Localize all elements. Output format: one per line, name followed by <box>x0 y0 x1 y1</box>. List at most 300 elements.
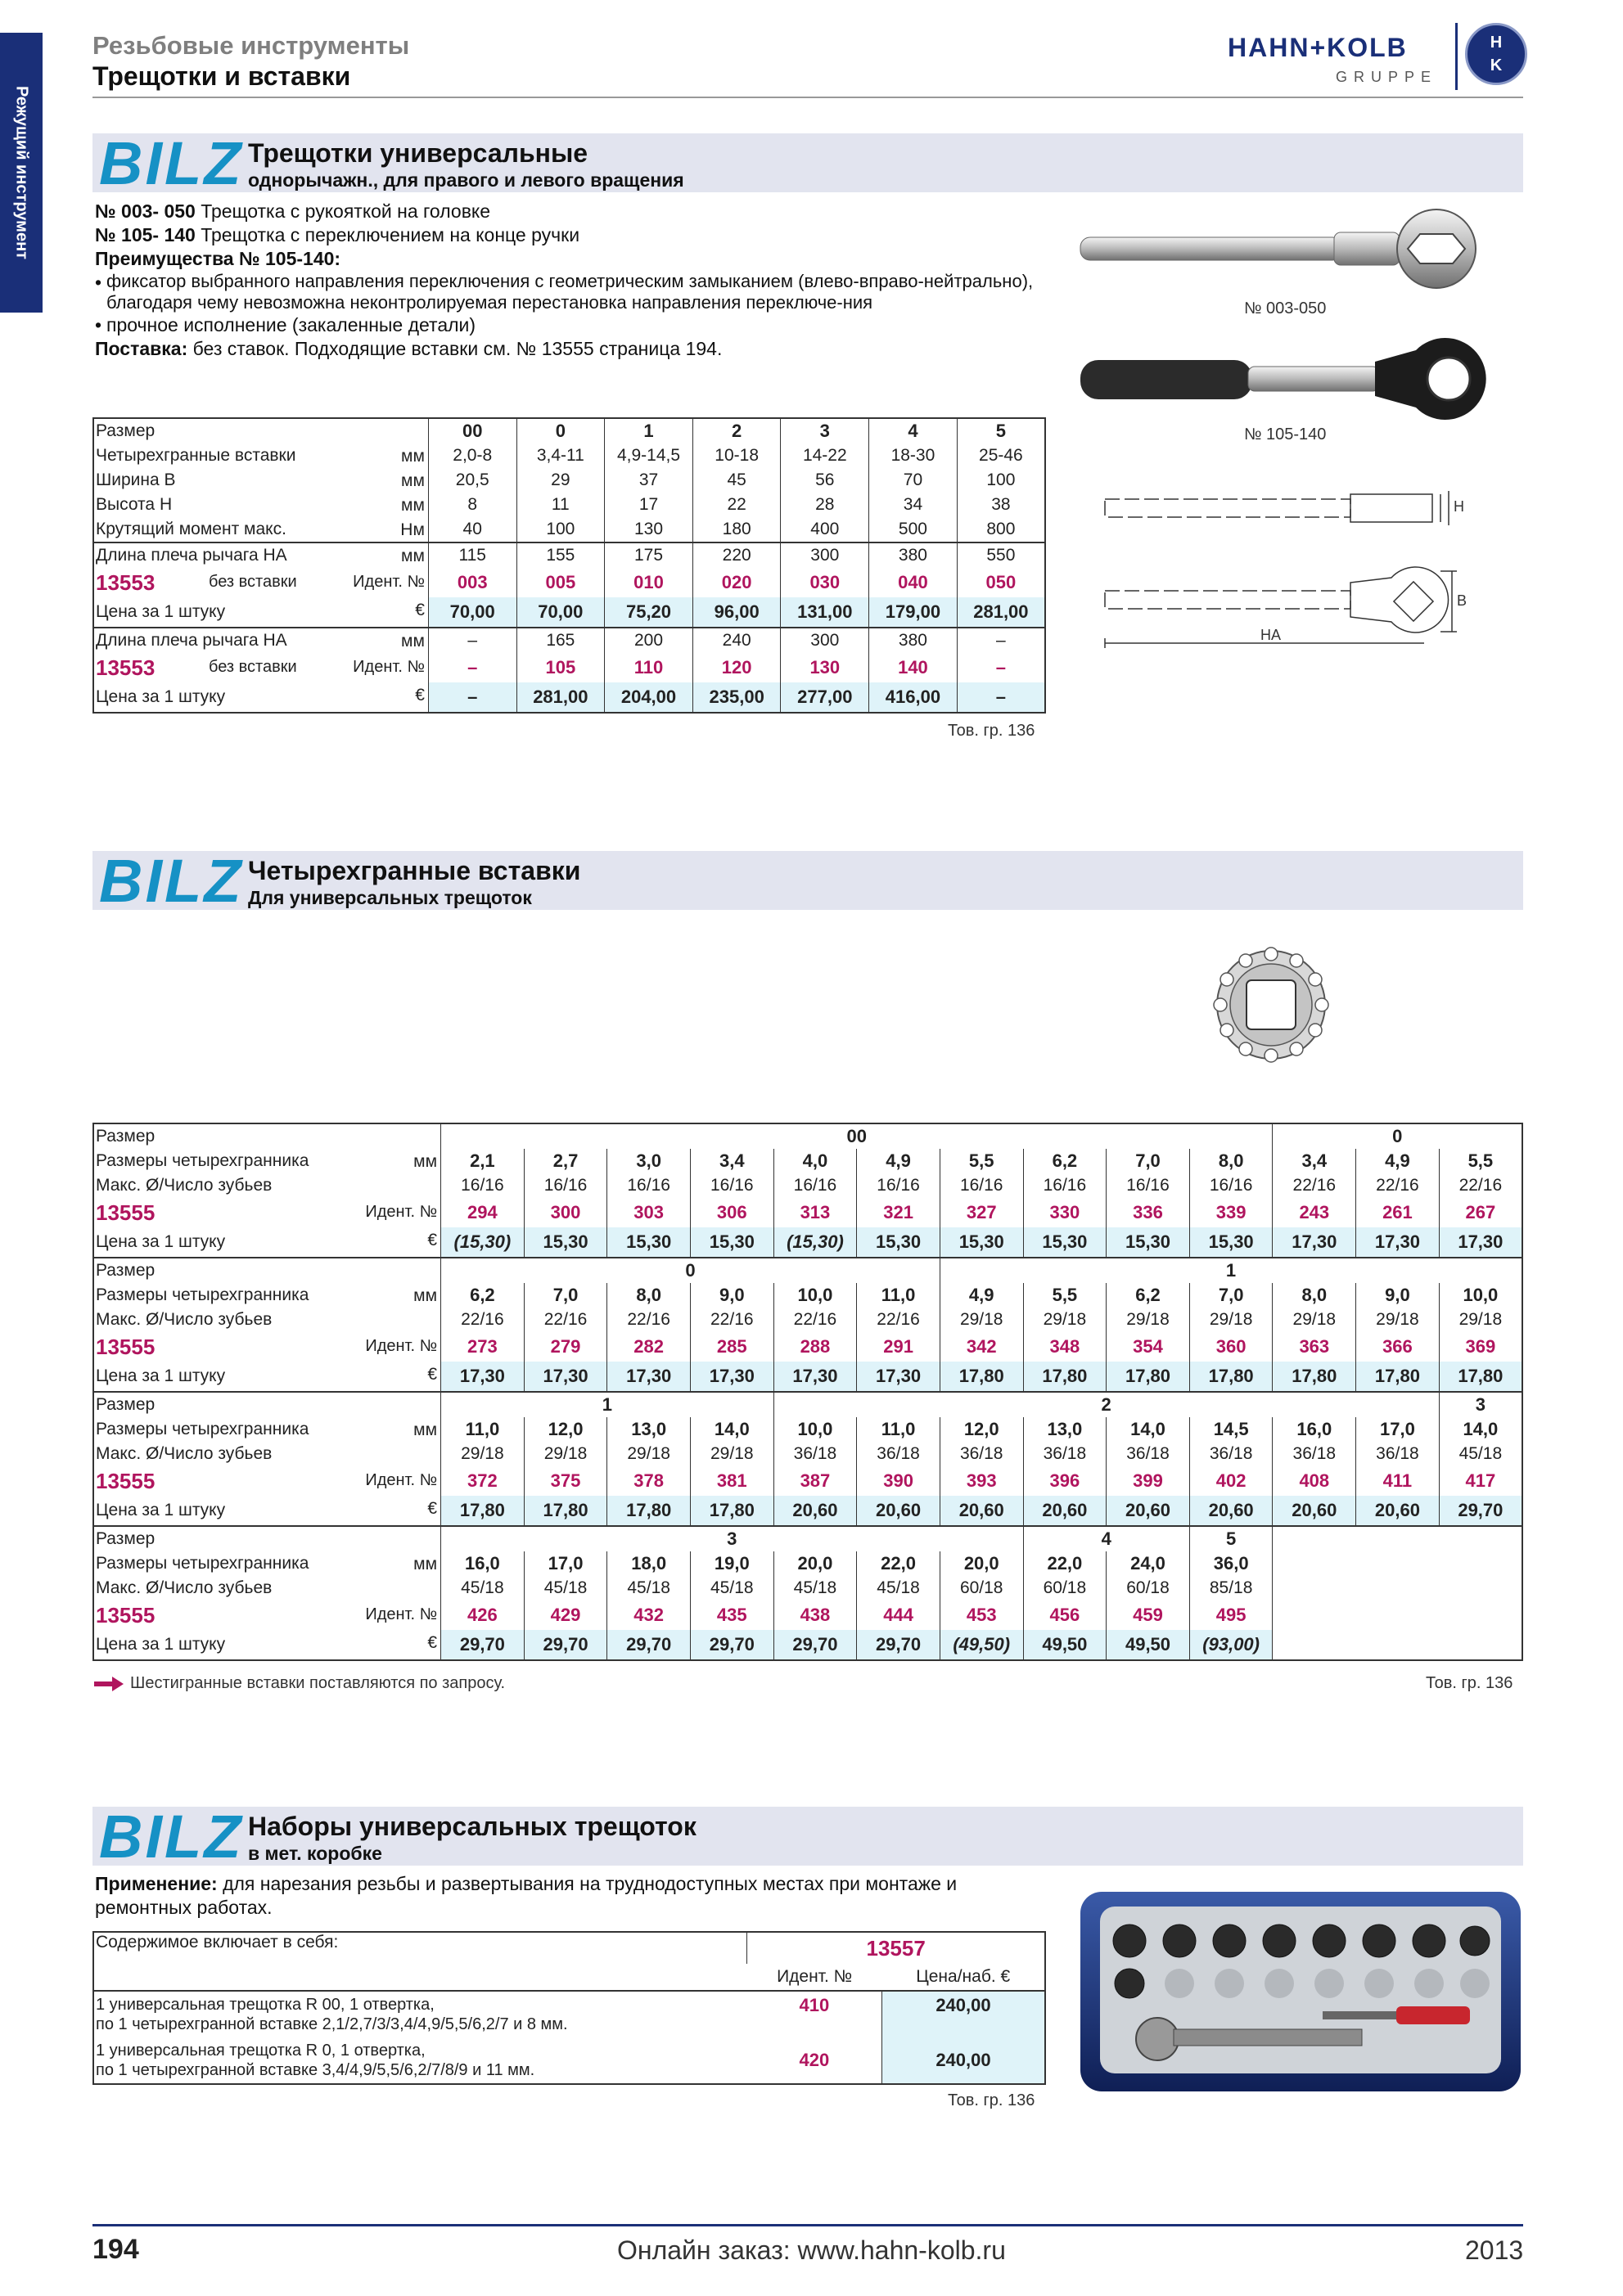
price-value: 15,30 <box>940 1227 1023 1258</box>
size-label <box>93 1526 441 1551</box>
lever-value: – <box>957 628 1045 653</box>
spec-label-text: Высота H <box>96 495 173 514</box>
price-value: 281,00 <box>957 597 1045 628</box>
price-value: 277,00 <box>781 682 869 713</box>
page-number: 194 <box>92 2234 139 2265</box>
lever-value: 220 <box>692 542 781 568</box>
square-size-value: 4,9 <box>1356 1149 1440 1173</box>
id-value: 402 <box>1189 1466 1273 1496</box>
teeth-label <box>93 1308 441 1332</box>
variant-label: без вставки <box>209 658 297 676</box>
price-label <box>93 1496 441 1526</box>
unit-label: Нм <box>400 520 425 539</box>
spec-row <box>93 517 1045 542</box>
price-label-text: Цена за 1 штуку <box>96 687 226 706</box>
square-size-value: 19,0 <box>690 1551 773 1576</box>
price-value: 17,80 <box>1023 1362 1107 1392</box>
id-value: 020 <box>692 568 781 597</box>
price-row <box>93 597 1045 628</box>
size-group: 4 <box>1023 1526 1189 1551</box>
id-value: 348 <box>1023 1332 1107 1362</box>
spec-value: 20,5 <box>428 468 516 493</box>
price-value: 29,70 <box>857 1630 940 1660</box>
section1-title: Трещотки универсальные <box>248 138 588 168</box>
artno-cell <box>93 1466 441 1496</box>
teeth-value: 22/16 <box>690 1308 773 1332</box>
size-group: 3 <box>1439 1392 1522 1417</box>
unit-label: мм <box>413 1555 438 1573</box>
teeth-value: 16/16 <box>441 1173 525 1198</box>
spec-value: 100 <box>957 468 1045 493</box>
bilz-logo: BILZ <box>99 129 244 197</box>
size-group: 2 <box>773 1392 1439 1417</box>
price-label-text: Цена за 1 штуку <box>96 1501 226 1519</box>
square-size-value: 11,0 <box>857 1283 940 1308</box>
id-value: 267 <box>1439 1198 1522 1227</box>
teeth-value: 36/18 <box>1189 1442 1273 1466</box>
teeth-value: 16/16 <box>1107 1173 1190 1198</box>
square-size-value: 22,0 <box>1023 1551 1107 1576</box>
price-value: 17,80 <box>690 1496 773 1526</box>
header-category: Резьбовые инструменты <box>92 31 410 60</box>
usage-body: для нарезания резьбы и развертывания на труднодоступных местах при монтаже и ремонтных работах. <box>95 1873 958 1918</box>
square-size-value: 3,0 <box>607 1149 691 1173</box>
teeth-value: 45/18 <box>857 1576 940 1600</box>
size-value: 00 <box>428 418 516 443</box>
price-value: 29,70 <box>690 1630 773 1660</box>
bullet-1: • фиксатор выбранного направления переключения с геометрическим замыканием (влево-вправо-нейтрально), благодаря чему невозможна неконтролируемая перестановка направления переключе-ния <box>95 271 1044 313</box>
spec-label-text: Четырехгранные вставки <box>96 446 296 465</box>
square-size-value: 14,5 <box>1189 1417 1273 1442</box>
square-size-value: 36,0 <box>1189 1551 1273 1576</box>
square-size-value: 7,0 <box>524 1283 607 1308</box>
teeth-value: 45/18 <box>1439 1442 1522 1466</box>
set-row-desc <box>93 1991 747 2037</box>
square-size-value: 11,0 <box>441 1417 525 1442</box>
id-value: 396 <box>1023 1466 1107 1496</box>
spec-value: 34 <box>869 493 958 517</box>
square-size-label-text: Размеры четырехгранника <box>96 1420 309 1438</box>
side-tab-label: Режущий инструмент <box>12 86 31 259</box>
lever-value: – <box>428 628 516 653</box>
teeth-row <box>93 1442 1522 1466</box>
teeth-row <box>93 1173 1522 1198</box>
size-label-text: Размер <box>96 1261 156 1280</box>
teeth-value: 36/18 <box>1356 1442 1440 1466</box>
size-label-text: Размер <box>96 421 156 440</box>
line-105-140 <box>95 223 1044 247</box>
teeth-value: 85/18 <box>1189 1576 1273 1600</box>
size-row <box>93 1526 1522 1551</box>
set-row-desc <box>93 2037 747 2084</box>
square-size-value: 10,0 <box>773 1417 857 1442</box>
price-value: 29,70 <box>1439 1496 1522 1526</box>
square-size-value: 7,0 <box>1107 1149 1190 1173</box>
spec-value: 37 <box>605 468 693 493</box>
price-value: 17,30 <box>524 1362 607 1392</box>
square-size-value: 5,5 <box>1023 1283 1107 1308</box>
teeth-value: 60/18 <box>940 1576 1023 1600</box>
square-size-value: 16,0 <box>1273 1417 1356 1442</box>
lever-label-text: Длина плеча рычага HA <box>96 631 287 650</box>
id-value: 291 <box>857 1332 940 1362</box>
id-row <box>93 1332 1522 1362</box>
teeth-value: 36/18 <box>940 1442 1023 1466</box>
teeth-value: 29/18 <box>1023 1308 1107 1332</box>
id-value: 435 <box>690 1600 773 1630</box>
price-value: 179,00 <box>869 597 958 628</box>
unit-label: мм <box>401 632 425 651</box>
price-value: 17,80 <box>524 1496 607 1526</box>
teeth-value: 22/16 <box>607 1308 691 1332</box>
square-size-value: 18,0 <box>607 1551 691 1576</box>
square-size-label <box>93 1283 441 1308</box>
price-value: 17,30 <box>690 1362 773 1392</box>
article-number: 13553 <box>96 655 156 680</box>
spec-label-text: Крутящий момент макс. <box>96 520 286 538</box>
id-value: 050 <box>957 568 1045 597</box>
id-value: 243 <box>1273 1198 1356 1227</box>
price-row <box>93 1496 1522 1526</box>
spec-value: 8 <box>428 493 516 517</box>
lever-value: 380 <box>869 628 958 653</box>
id-value: 003 <box>428 568 516 597</box>
spec-value: 14-22 <box>781 443 869 468</box>
unit-label: € <box>427 1365 438 1384</box>
line1-text: Трещотка с рукояткой на головке <box>201 200 491 222</box>
teeth-value: 29/18 <box>607 1442 691 1466</box>
spec-value: 100 <box>516 517 605 542</box>
line-003-050 <box>95 200 1044 223</box>
id-value: 393 <box>940 1466 1023 1496</box>
contents-label: Содержимое включает в себя: <box>96 1933 339 1952</box>
article-number: 13555 <box>96 1602 156 1627</box>
teeth-value: 22/16 <box>1273 1173 1356 1198</box>
size-group: 00 <box>441 1123 1273 1149</box>
square-size-value: 20,0 <box>940 1551 1023 1576</box>
id-value: 360 <box>1189 1332 1273 1362</box>
unit-label: € <box>415 601 425 619</box>
square-size-row <box>93 1283 1522 1308</box>
dim-b-label: B <box>1457 592 1467 609</box>
price-value: 15,30 <box>857 1227 940 1258</box>
set-id-header: Идент. № <box>777 1967 853 1987</box>
insert-note <box>92 1674 505 1693</box>
teeth-value: 16/16 <box>940 1173 1023 1198</box>
id-label: Идент. № <box>365 1605 438 1623</box>
price-label <box>93 1362 441 1392</box>
footer-rule <box>92 2224 1523 2226</box>
artno-cell <box>93 568 428 597</box>
square-size-value: 2,7 <box>524 1149 607 1173</box>
spec-value: 500 <box>869 517 958 542</box>
bilz-logo: BILZ <box>99 1803 244 1871</box>
spec-row <box>93 493 1045 517</box>
price-value: (15,30) <box>773 1227 857 1258</box>
price-row <box>93 1362 1522 1392</box>
teeth-value: 22/16 <box>773 1308 857 1332</box>
spec-label <box>93 517 428 542</box>
unit-label: мм <box>413 1420 438 1439</box>
section2-title: Четырехгранные вставки <box>248 856 581 885</box>
square-size-value: 22,0 <box>857 1551 940 1576</box>
teeth-value: 22/16 <box>524 1308 607 1332</box>
lever-value: 155 <box>516 542 605 568</box>
article-number: 13553 <box>96 569 156 595</box>
set-id: 410 <box>747 1991 882 2037</box>
size-row <box>93 1258 1522 1283</box>
square-size-value: 11,0 <box>857 1417 940 1442</box>
size-row <box>93 418 1045 443</box>
side-tab <box>0 33 43 313</box>
section3-group: Тов. гр. 136 <box>948 2091 1035 2109</box>
square-size-value: 12,0 <box>524 1417 607 1442</box>
teeth-label-text: Макс. Ø/Число зубьев <box>96 1176 273 1195</box>
square-size-label-text: Размеры четырехгранника <box>96 1285 309 1304</box>
id-value: 330 <box>1023 1198 1107 1227</box>
price-value: 20,60 <box>1356 1496 1440 1526</box>
price-value: – <box>428 682 516 713</box>
spec-value: 3,4-11 <box>516 443 605 468</box>
header-rule <box>92 97 1523 98</box>
square-size-value: 14,0 <box>690 1417 773 1442</box>
square-insert-image <box>1210 939 1332 1070</box>
variant-label: без вставки <box>209 573 297 591</box>
price-value: 15,30 <box>1023 1227 1107 1258</box>
spec-value: 18-30 <box>869 443 958 468</box>
id-value: 110 <box>605 653 693 682</box>
price-row <box>93 1227 1522 1258</box>
teeth-value: 22/16 <box>857 1308 940 1332</box>
spec-value: 17 <box>605 493 693 517</box>
lever-value: 200 <box>605 628 693 653</box>
lever-label <box>93 628 428 653</box>
spec-label <box>93 468 428 493</box>
unit-label: € <box>427 1231 438 1249</box>
teeth-value: 36/18 <box>857 1442 940 1466</box>
id-label: Идент. № <box>353 573 425 591</box>
square-size-value: 17,0 <box>1356 1417 1440 1442</box>
page-title: Трещотки и вставки <box>92 61 351 91</box>
logo-mark <box>1465 23 1527 85</box>
spec-label <box>93 443 428 468</box>
id-row <box>93 1198 1522 1227</box>
id-value: 140 <box>869 653 958 682</box>
id-value: 342 <box>940 1332 1023 1362</box>
teeth-value: 16/16 <box>524 1173 607 1198</box>
square-size-value: 10,0 <box>1439 1283 1522 1308</box>
id-value: 105 <box>516 653 605 682</box>
usage-label: Применение: <box>95 1873 218 1894</box>
set-row <box>93 2037 1045 2084</box>
lever-value: 165 <box>516 628 605 653</box>
set-price: 240,00 <box>881 1991 1045 2037</box>
unit-label: € <box>427 1633 438 1652</box>
spec-value: 28 <box>781 493 869 517</box>
price-value: 17,30 <box>857 1362 940 1392</box>
size-label <box>93 1123 441 1149</box>
square-size-value: 4,9 <box>940 1283 1023 1308</box>
spec-value: 800 <box>957 517 1045 542</box>
id-value: 495 <box>1189 1600 1273 1630</box>
square-size-value: 14,0 <box>1439 1417 1522 1442</box>
ratchet-table <box>92 417 1046 714</box>
square-size-value: 7,0 <box>1189 1283 1273 1308</box>
price-value: 17,80 <box>1273 1362 1356 1392</box>
id-value: 408 <box>1273 1466 1356 1496</box>
id-value: – <box>957 653 1045 682</box>
spec-value: 2,0-8 <box>428 443 516 468</box>
id-value: 313 <box>773 1198 857 1227</box>
size-label <box>93 418 428 443</box>
price-value: 20,60 <box>1023 1496 1107 1526</box>
price-value: 15,30 <box>1107 1227 1190 1258</box>
id-row <box>93 1466 1522 1496</box>
price-value: 15,30 <box>690 1227 773 1258</box>
price-value: 281,00 <box>516 682 605 713</box>
supply-line <box>95 337 1044 361</box>
square-size-value: 4,9 <box>857 1149 940 1173</box>
price-value: 17,80 <box>1107 1362 1190 1392</box>
price-value: 15,30 <box>524 1227 607 1258</box>
id-value: 273 <box>441 1332 525 1362</box>
spec-value: 40 <box>428 517 516 542</box>
spec-label-text: Ширина B <box>96 470 176 489</box>
teeth-label <box>93 1576 441 1600</box>
id-value: 378 <box>607 1466 691 1496</box>
logo-text: HAHN+KOLB <box>1228 33 1408 62</box>
id-value: 288 <box>773 1332 857 1362</box>
square-size-value: 13,0 <box>1023 1417 1107 1442</box>
price-value: 17,30 <box>1356 1227 1440 1258</box>
id-value: 339 <box>1189 1198 1273 1227</box>
teeth-value: 22/16 <box>1356 1173 1440 1198</box>
size-row <box>93 1392 1522 1417</box>
set-row-line2: по 1 четырехгранной вставке 3,4/4,9/5,5/6,2/7/8/9 и 11 мм. <box>96 2061 535 2079</box>
id-value: 375 <box>524 1466 607 1496</box>
id-label: Идент. № <box>353 658 425 676</box>
line2-number: № 105- 140 <box>95 224 196 245</box>
unit-label: € <box>415 686 425 705</box>
artno-cell <box>93 653 428 682</box>
lever-row <box>93 628 1045 653</box>
square-size-value: 5,5 <box>940 1149 1023 1173</box>
price-value: 131,00 <box>781 597 869 628</box>
square-size-value: 10,0 <box>773 1283 857 1308</box>
square-size-value: 5,5 <box>1439 1149 1522 1173</box>
lever-row <box>93 542 1045 568</box>
teeth-row <box>93 1308 1522 1332</box>
teeth-value: 45/18 <box>690 1576 773 1600</box>
logo-divider <box>1455 23 1458 90</box>
square-size-value: 17,0 <box>524 1551 607 1576</box>
spec-value: 10-18 <box>692 443 781 468</box>
square-size-value: 9,0 <box>1356 1283 1440 1308</box>
teeth-value: 45/18 <box>441 1576 525 1600</box>
lever-value: 300 <box>781 542 869 568</box>
teeth-value: 29/18 <box>524 1442 607 1466</box>
logo-mark-top: H <box>1490 34 1503 52</box>
price-value: 17,80 <box>1356 1362 1440 1392</box>
id-value: 030 <box>781 568 869 597</box>
spec-value: 180 <box>692 517 781 542</box>
spec-value: 130 <box>605 517 693 542</box>
price-label-text: Цена за 1 штуку <box>96 1232 226 1251</box>
price-value: 20,60 <box>1107 1496 1190 1526</box>
teeth-value: 16/16 <box>607 1173 691 1198</box>
unit-label: € <box>427 1499 438 1518</box>
lever-value: 115 <box>428 542 516 568</box>
dim-ha-label: HA <box>1260 627 1282 643</box>
id-value: 411 <box>1356 1466 1440 1496</box>
square-size-value: 13,0 <box>607 1417 691 1442</box>
insert-note-text: Шестигранные вставки поставляются по запросу. <box>130 1674 506 1692</box>
price-value: 96,00 <box>692 597 781 628</box>
price-value: 235,00 <box>692 682 781 713</box>
id-value: 381 <box>690 1466 773 1496</box>
id-label: Идент. № <box>365 1471 438 1489</box>
id-value: 438 <box>773 1600 857 1630</box>
spec-row <box>93 443 1045 468</box>
dim-h-label: H <box>1454 498 1464 515</box>
price-value: 15,30 <box>1189 1227 1273 1258</box>
id-value: 010 <box>605 568 693 597</box>
id-value: 417 <box>1439 1466 1522 1496</box>
id-value: 444 <box>857 1600 940 1630</box>
section2-header <box>92 847 1523 915</box>
price-value: 20,60 <box>940 1496 1023 1526</box>
lever-value: 240 <box>692 628 781 653</box>
teeth-value: 22/16 <box>441 1308 525 1332</box>
price-value: 20,60 <box>857 1496 940 1526</box>
price-value: 17,80 <box>607 1496 691 1526</box>
square-size-value: 3,4 <box>690 1149 773 1173</box>
lever-label <box>93 542 428 568</box>
supply-label: Поставка: <box>95 338 188 359</box>
teeth-value: 22/16 <box>1439 1173 1522 1198</box>
teeth-label-text: Макс. Ø/Число зубьев <box>96 1578 273 1597</box>
square-size-value: 12,0 <box>940 1417 1023 1442</box>
id-value: 279 <box>524 1332 607 1362</box>
square-size-value: 8,0 <box>1273 1283 1356 1308</box>
square-size-label <box>93 1149 441 1173</box>
id-value: 282 <box>607 1332 691 1362</box>
set-row-line1: 1 универсальная трещотка R 0, 1 отвертка, <box>96 2042 426 2060</box>
id-value: 387 <box>773 1466 857 1496</box>
teeth-value: 16/16 <box>1189 1173 1273 1198</box>
id-value: 130 <box>781 653 869 682</box>
spec-value: 56 <box>781 468 869 493</box>
size-label-text: Размер <box>96 1395 156 1414</box>
id-label: Идент. № <box>365 1203 438 1221</box>
bilz-logo: BILZ <box>99 847 244 915</box>
price-value: 29,70 <box>441 1630 525 1660</box>
price-label-text: Цена за 1 штуку <box>96 602 226 621</box>
square-size-value: 20,0 <box>773 1551 857 1576</box>
teeth-value: 29/18 <box>441 1442 525 1466</box>
lever-label-text: Длина плеча рычага HA <box>96 546 287 565</box>
teeth-label <box>93 1442 441 1466</box>
lever-value: 175 <box>605 542 693 568</box>
section3-subtitle: в мет. коробке <box>248 1843 382 1864</box>
size-value: 2 <box>692 418 781 443</box>
set-price-header: Цена/наб. € <box>916 1967 1011 1987</box>
id-value: 120 <box>692 653 781 682</box>
id-value: 369 <box>1439 1332 1522 1362</box>
lever-value: 550 <box>957 542 1045 568</box>
spec-value: 4,9-14,5 <box>605 443 693 468</box>
spec-value: 22 <box>692 493 781 517</box>
